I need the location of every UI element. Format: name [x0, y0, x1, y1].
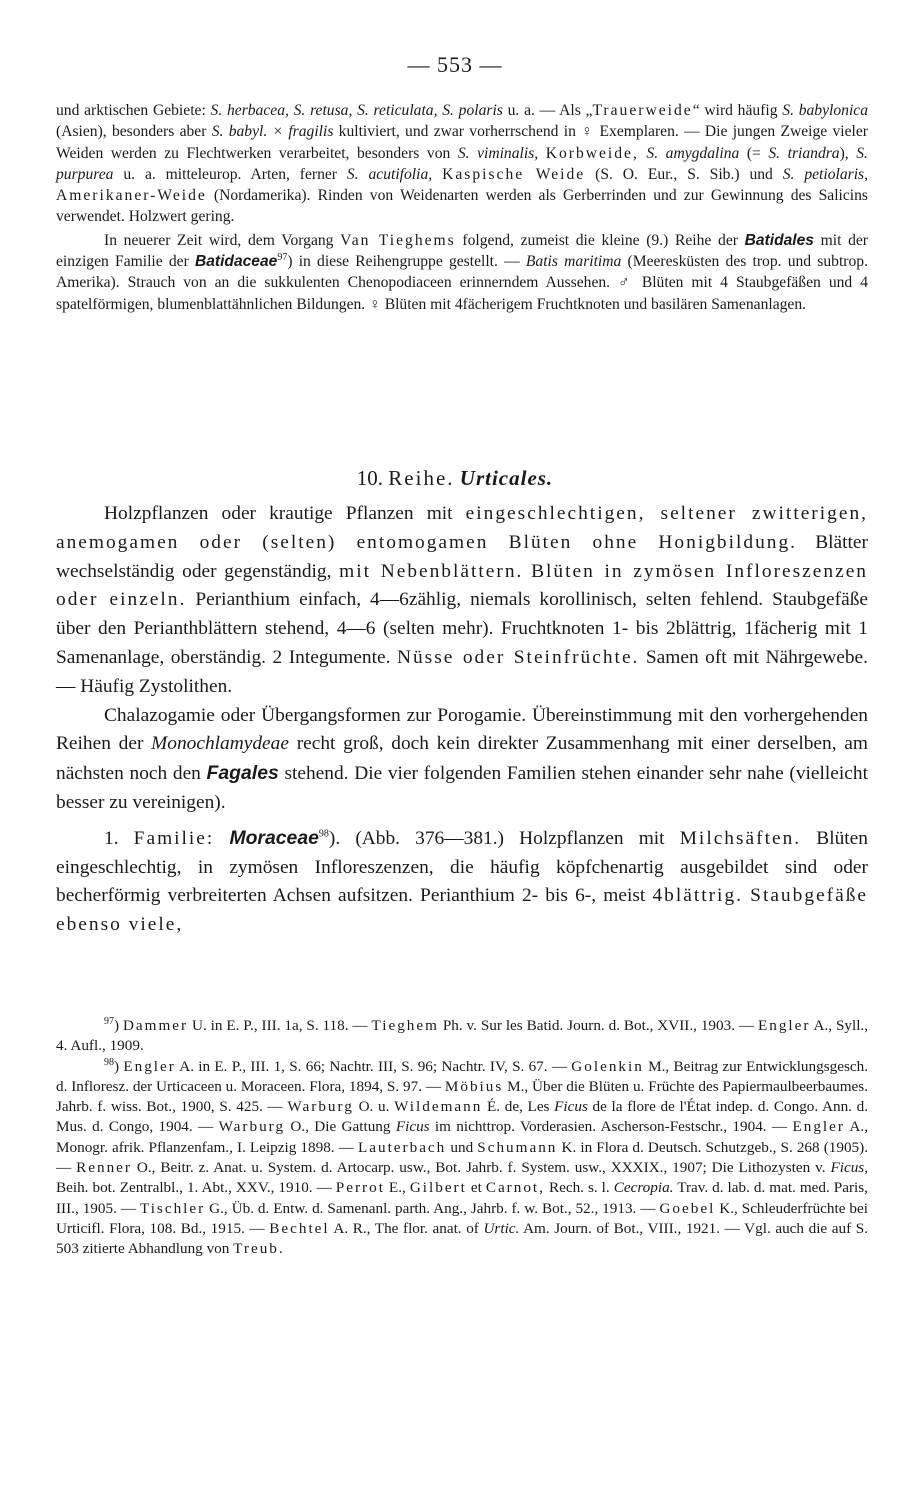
text-run: Engler [792, 1118, 845, 1136]
text-run: Perrot [335, 1179, 385, 1197]
text-run: Lauterbach [357, 1138, 447, 1156]
text-run: Ph. v. Sur les Batid. Journ. d. Bot., XVII., 1903. — [438, 1017, 758, 1034]
text-run: Dammer [122, 1017, 189, 1034]
text-run: 98 [318, 828, 329, 840]
text-run: In neuerer Zeit wird, dem Vorgang [104, 231, 341, 249]
footnote-97 [56, 1016, 868, 1057]
text-run: Ficus [395, 1118, 430, 1136]
text-run: A., Monogr. afrik. Pflanzenfam., I. Leipzig 1898. — [56, 1118, 868, 1156]
text-run: Monochlamydeae [151, 733, 289, 755]
text-run: Familie: [133, 827, 215, 849]
text-run: S. triandra [768, 144, 840, 162]
text-run: 4blättrig. [652, 885, 743, 907]
willow-paragraph [56, 100, 868, 228]
text-run: Holzpflanzen oder krautige Pflanzen mit [104, 503, 466, 524]
text-run: Ficus [554, 1098, 588, 1116]
text-run: S. purpurea [56, 144, 868, 183]
text-run: Samen oft mit Nährgewebe. — Häufig Zystolithen. [56, 646, 868, 697]
text-run: im nichttrop. Vorderasien. Ascherson-Festschr., 1904. — [429, 1118, 793, 1136]
text-run: mit Nebenblättern. [339, 560, 524, 582]
text-run: und [446, 1138, 478, 1156]
urticales-description [56, 500, 868, 702]
urticales-relations [56, 702, 868, 818]
text-run: u. a. mitteleurop. Arten, ferner [113, 165, 347, 183]
text-run: Renner [76, 1159, 132, 1177]
text-run: (Meeresküsten des trop. und subtrop. Amerika). Strauch von an die sukkulenten Chenopodiaceen erinnerndem Aussehen. ♂ Blüten mit 4 Staubgefäßen und 4 spatelförmigen, blumenblattähnlichen Bildungen. ♀ Blüten mit 4fächerigem Fruchtknoten und basilären Samenanlagen. [56, 253, 868, 313]
text-run: K. in Flora d. Deutsch. Schutzgeb., S. 268 (1905). — [56, 1138, 869, 1177]
text-run: Kaspische Weide [442, 165, 586, 183]
text-run: Trav. d. lab. d. mat. med. Paris, III., 1905. — [56, 1179, 868, 1217]
text-run: et [466, 1179, 486, 1197]
text-run: (= [739, 144, 769, 162]
text-run: G., Üb. d. Entw. d. Samenanl. parth. Ang., Jahrb. f. w. Bot., 52., 1913. — [205, 1199, 660, 1217]
text-run: E., [384, 1179, 410, 1197]
moraceae-paragraph [56, 824, 868, 940]
willow-section [56, 100, 868, 315]
text-run: S. viminalis, [457, 144, 539, 162]
text-run: Bechtel [269, 1219, 330, 1237]
text-run: Urtic. [483, 1219, 520, 1237]
text-run: 97 [277, 251, 288, 263]
text-run: O. u. [353, 1098, 395, 1116]
text-run: Schumann [477, 1138, 558, 1156]
text-run: ) [114, 1017, 123, 1034]
series-number: 10. [356, 466, 389, 490]
text-run: Ficus, [830, 1159, 869, 1177]
text-run: Chalazogamie oder Übergangsformen zur Porogamie. Übereinstimmung mit den vorhergehenden Reihen der [56, 704, 868, 755]
text-run: 97 [104, 1015, 114, 1027]
text-run: kultiviert, und zwar vorherrschend in ♀ Exemplaren. — Die jungen Zweige vieler Weiden werden zu Flechtwerken verarbeitet, besonders von [56, 123, 868, 162]
text-run: Nüsse oder Steinfrüchte. [396, 646, 640, 668]
text-run: Carnot, [485, 1179, 545, 1197]
text-run: Tieghem [371, 1017, 439, 1034]
text-run: Perianthium einfach, 4—6zählig, niemals korollinisch, selten fehlend. Staubgefäße über den Perianthblättern stehend, 4—6 (selten mehr). Fruchtknoten 1- bis 2blättrig, 1fächerig mit 1 Samenanlage, oberständig. 2 Integumente. [56, 589, 869, 668]
text-run [432, 166, 442, 183]
text-run: S. petiolaris, [782, 165, 869, 183]
text-run: Wildemann [394, 1098, 483, 1116]
text-run: Engler [757, 1017, 811, 1034]
text-run: O., Beitr. z. Anat. u. System. d. Artocarp. usw., Bot. Jahrb. f. System. usw., XXXIX., 1907; Die Lithozysten v. [131, 1159, 831, 1177]
text-run: stehend. Die vier folgenden Familien stehen einander sehr nahe (vielleicht besser zu vereinigen). [56, 763, 868, 813]
text-run: (S. O. Eur., S. Sib.) und [585, 165, 783, 183]
text-run: ), [839, 144, 857, 162]
text-run: Blätter wechselständig oder gegenständig, [56, 531, 868, 582]
text-run: Beih. bot. Zentralbl., 1. Abt., XXV., 1910. — [56, 1179, 336, 1197]
series-name: Urticales. [459, 466, 554, 490]
series-label: Reihe. [388, 466, 455, 490]
text-run: u. a. — Als „ [502, 102, 593, 119]
text-run: S. acutifolia, [346, 165, 433, 183]
text-run: K., Schleuderfrüchte bei Urticifl. Flora, 108. Bd., 1915. — [56, 1199, 868, 1237]
text-run: Blüten eingeschlechtig, in zymösen Infloreszenzen, die häufig köpfchenartig ausgebildet sind oder becherförmig verbreiterten Achsen aufsitzen. Perianthium 2- bis 6-, meist [56, 827, 868, 907]
text-run: folgend, zumeist die kleine (9.) Reihe der [455, 231, 745, 249]
text-run: Batidales [744, 231, 814, 249]
text-run: Am. Journ. of Bot., VIII., 1921. — Vgl. auch die auf S. 503 zitierte Abhandlung von [56, 1219, 869, 1258]
text-run: und arktischen Gebiete: [56, 102, 211, 119]
text-run: Batis maritima [525, 253, 622, 271]
text-run: Fagales [206, 762, 279, 785]
text-run: A. R., The flor. anat. of [329, 1219, 484, 1237]
text-run: (Asien), besonders aber [56, 123, 212, 141]
text-run: Amerikaner-Weide [56, 187, 207, 205]
text-run: Blüten in zymösen Infloreszenzen oder einzeln. [56, 560, 868, 611]
text-run: 1. [104, 827, 134, 849]
text-run: Engler [123, 1057, 176, 1075]
text-run: eingeschlechtigen, seltener zwitterigen, anemogamen oder (selten) entomogamen Blüten ohne Honigbildung. [56, 503, 868, 553]
text-run: Cecropia. [613, 1179, 674, 1197]
text-run: Trauerweide [592, 102, 693, 119]
text-run: Tischler [139, 1199, 206, 1217]
text-run: ) in diese Reihengruppe gestellt. — [287, 253, 526, 271]
text-run: S. herbacea, S. retusa, S. reticulata, S. polaris [210, 102, 503, 119]
footnote-98 [56, 1057, 868, 1260]
text-run: Rech. s. l. [544, 1179, 614, 1197]
text-run: S. babylonica [782, 102, 868, 119]
text-run: Milchsäften. [679, 827, 802, 849]
text-run: recht groß, doch kein direkter Zusammenhang mit einer derselben, am nächsten noch den [56, 733, 868, 785]
text-run: M., Beitrag zur Entwicklungsgesch. d. Infloresz. der Urticaceen u. Moraceen. Flora, 1894, S. 97. — [56, 1057, 868, 1095]
text-run: mit der einzigen Familie der [56, 231, 868, 271]
text-run: A., Syll., 4. Aufl., 1909. [56, 1017, 869, 1055]
text-run: “ wird häufig [692, 102, 783, 119]
text-run: (Nordamerika). Rinden von Weidenarten werden als Gerberrinden und zur Gewinnung des Salicins verwendet. Holzwert gering. [56, 187, 868, 226]
series-heading [0, 466, 910, 491]
text-run: ) [114, 1057, 124, 1075]
urticales-section [56, 500, 868, 940]
text-run: Van Tieghems [340, 231, 456, 249]
text-run: Goebel [659, 1199, 716, 1217]
page-number: — 553 — [407, 52, 503, 77]
text-run [523, 561, 531, 582]
text-run: S. babyl. × fragilis [211, 123, 334, 141]
text-run: Batidaceae [194, 253, 278, 271]
text-run: O., Die Gattung [285, 1118, 396, 1136]
text-run: Moraceae [229, 826, 319, 849]
text-run: 98 [104, 1056, 114, 1068]
footnotes [56, 1016, 868, 1260]
text-run: S. amygdalina [646, 144, 740, 162]
text-run: Gilbert [409, 1179, 467, 1197]
text-run: Staubgefäße ebenso viele, [56, 885, 868, 936]
text-run: É. de, Les [482, 1098, 555, 1116]
batidales-paragraph [56, 230, 868, 315]
text-run: U. in E. P., III. 1a, S. 118. — [188, 1017, 372, 1034]
text-run: Korbweide, [545, 144, 639, 162]
text-run: ). (Abb. 376—381.) Holzpflanzen mit [328, 827, 680, 849]
text-run: Treub. [233, 1240, 285, 1258]
text-run [538, 145, 546, 162]
text-run: A. in E. P., III. 1, S. 66; Nachtr. III, S. 96; Nachtr. IV, S. 67. — [175, 1057, 572, 1075]
text-run: M., Über die Blüten u. Früchte des Papiermaulbeerbaumes. Jahrb. f. wiss. Bot., 1900, S. 425. — [56, 1077, 868, 1116]
text-run: Warburg [218, 1118, 286, 1136]
text-run [214, 828, 229, 849]
text-run: Warburg [287, 1098, 354, 1116]
text-run: Möbius [444, 1077, 504, 1095]
text-run: de la flore de l'État indep. d. Congo. Ann. d. Mus. d. Congo, 1904. — [56, 1098, 869, 1136]
text-run: Golenkin [571, 1057, 644, 1075]
